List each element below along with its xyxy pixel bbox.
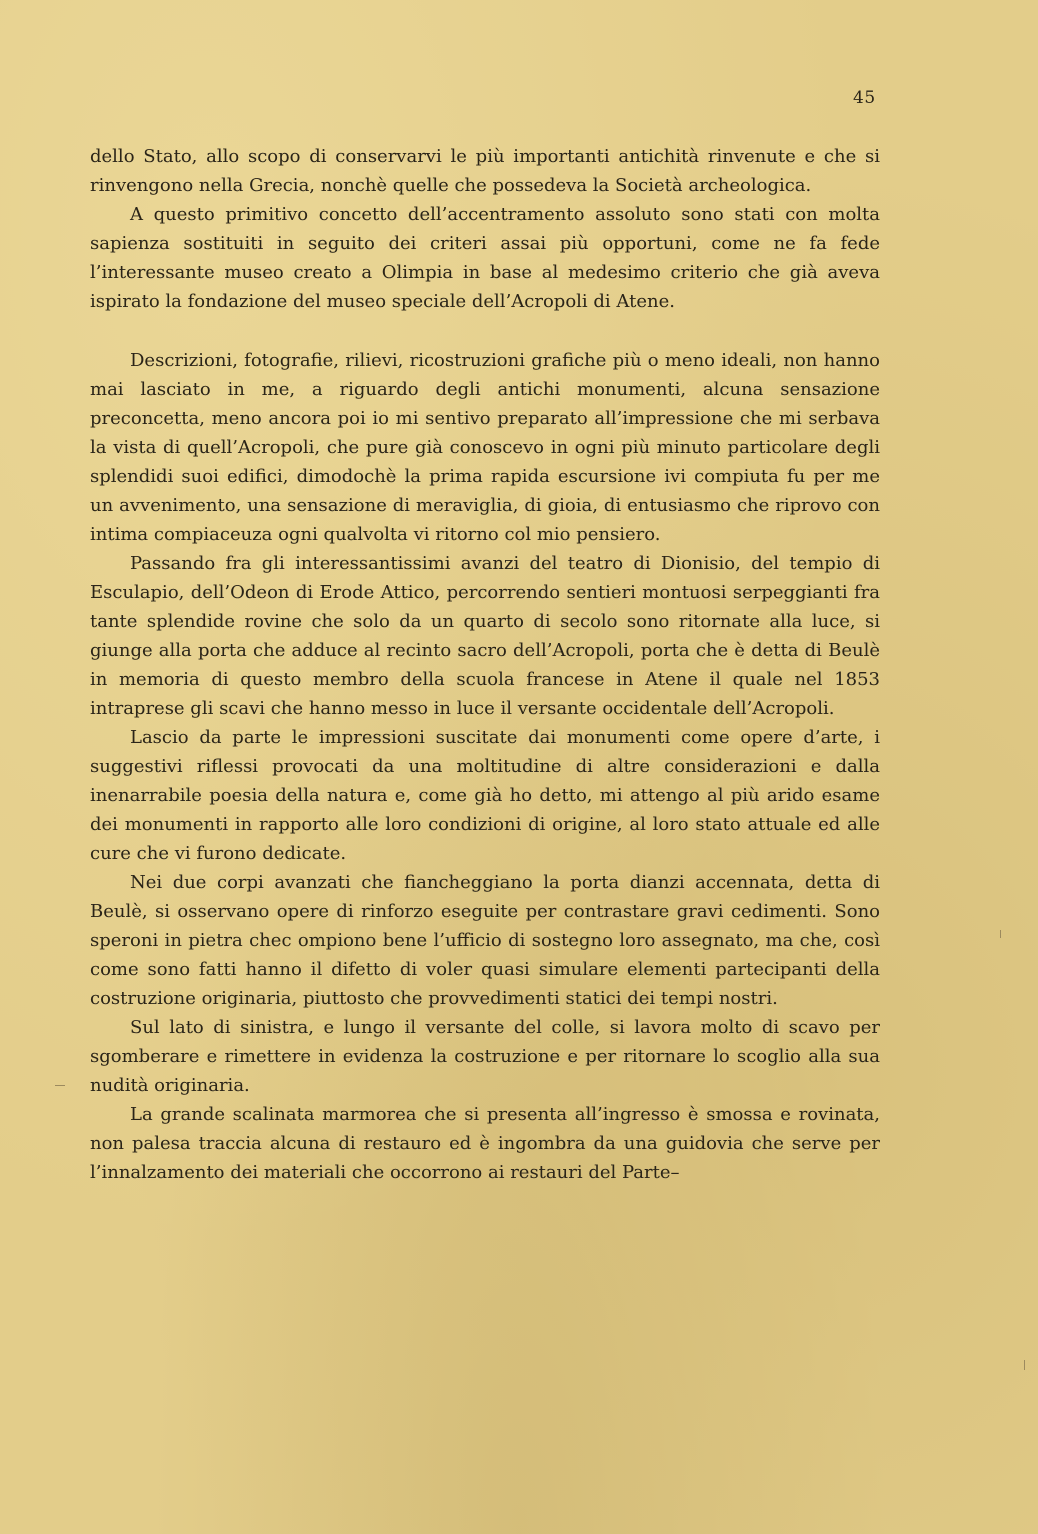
paragraph: A questo primitivo concetto dell’accentramento assoluto sono stati con molta sapienza sostituiti in seguito dei criteri assai più opportuni, come ne fa fede l’interessante museo creato a Olimpia in base al medesimo criterio che già aveva ispirato la fondazione del museo speciale dell’Acropoli di Atene.: [90, 204, 880, 312]
paragraph: Passando fra gli interessantissimi avanzi del teatro di Dionisio, del tempio di Esculapio, dell’Odeon di Erode Attico, percorrendo sentieri montuosi serpeggianti fra tante splendide rovine che solo da un quarto di secolo sono ritornate alla luce, si giunge alla porta che adduce al recinto sacro dell’Acropoli, porta che è detta di Beulè in memoria di questo membro della scuola francese in Atene il quale nel 1853 intraprese gli scavi che hanno messo in luce il versante occidentale dell’Acropoli.: [90, 553, 880, 719]
paper-speck: [1024, 1360, 1025, 1370]
paragraph: dello Stato, allo scopo di conservarvi le più importanti antichità rinvenute e che si rinvengono nella Grecia, nonchè quelle che possedeva la Società archeologica.: [90, 146, 880, 196]
paragraph: Descrizioni, fotografie, rilievi, ricostruzioni grafiche più o meno ideali, non hanno mai lasciato in me, a riguardo degli antichi monumenti, alcuna sensazione preconcetta, meno ancora poi io mi sentivo preparato all’impressione che mi serbava la vista di quell’Acropoli, che pure già conoscevo in ogni più minuto particolare degli splendidi suoi edifici, dimodochè la prima rapida escursione ivi compiuta fu per me un avvenimento, una sensazione di meraviglia, di gioia, di entusiasmo che riprovo con intima compiaceuza ogni qualvolta vi ritorno col mio pensiero.: [90, 350, 880, 545]
paragraph: La grande scalinata marmorea che si presenta all’ingresso è smossa e rovinata, non palesa traccia alcuna di restauro ed è ingombra da una guidovia che serve per l’innalzamento dei materiali che occorrono ai restauri del Parte–: [90, 1104, 880, 1183]
paper-speck: [1000, 930, 1001, 938]
paragraph: Sul lato di sinistra, e lungo il versante del colle, si lavora molto di scavo per sgomberare e rimettere in evidenza la costruzione e per ritornare lo scoglio alla sua nudità originaria.: [90, 1017, 880, 1096]
paragraph: Nei due corpi avanzati che fiancheggiano la porta dianzi accennata, detta di Beulè, si osservano opere di rinforzo eseguite per contrastare gravi cedimenti. Sono speroni in pietra chec ompiono bene l’ufficio di sostegno loro assegnato, ma che, così come sono fatti hanno il difetto di voler quasi simulare elementi partecipanti della costruzione originaria, piuttosto che provvedimenti statici dei tempi nostri.: [90, 872, 880, 1009]
paper-speck: [55, 1085, 65, 1086]
section-gap: [90, 316, 880, 346]
body-text: [90, 142, 880, 1187]
paragraph: Lascio da parte le impressioni suscitate dai monumenti come opere d’arte, i suggestivi riflessi provocati da una moltitudine di altre considerazioni e dalla inenarrabile poesia della natura e, come già ho detto, mi attengo al più arido esame dei monumenti in rapporto alle loro condizioni di origine, al loro stato attuale ed alle cure che vi furono dedicate.: [90, 727, 880, 864]
page-number: 45: [853, 88, 876, 108]
